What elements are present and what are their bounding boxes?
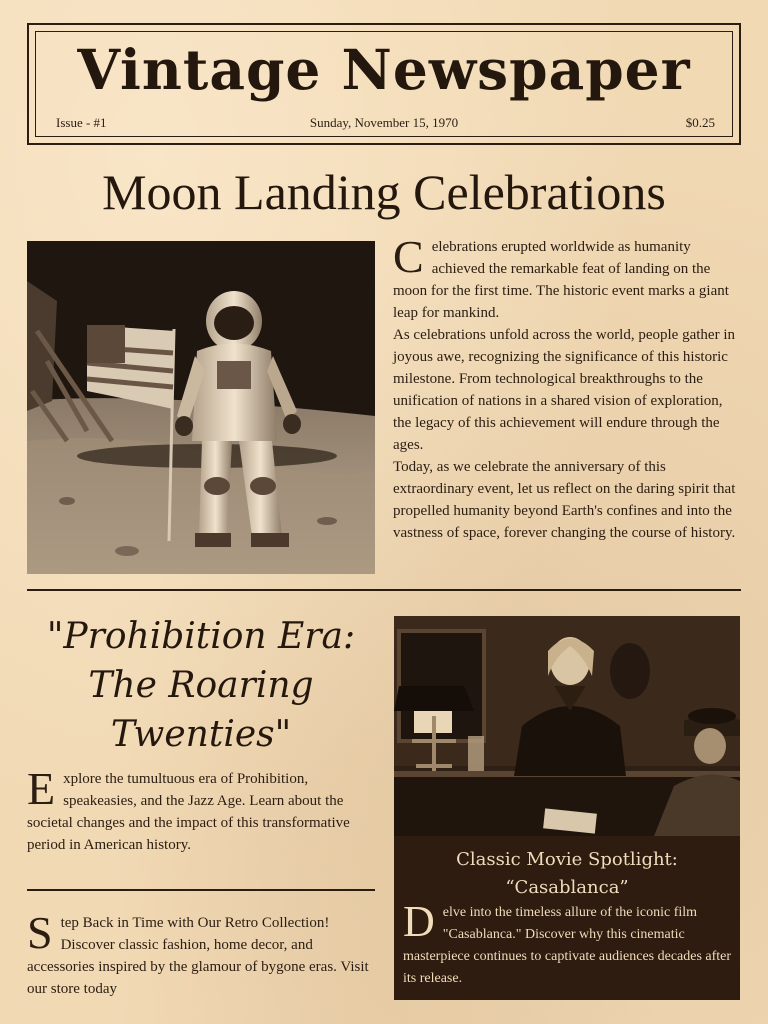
lead-paragraph-2: As celebrations unfold across the world, people gather in joyous awe, recognizing the significance of this historic milestone. From technological breakthroughs to the unification of nations in a shared vision of exploration, the legacy of this achievement will endure through the ages. — [393, 327, 735, 453]
prohibition-body: xplore the tumultuous era of Prohibition, speakeasies, and the Jazz Age. Learn about the societal changes and the impact of this transformative period in American history. — [27, 771, 350, 853]
movie-spotlight-title: Classic Movie Spotlight: “Casablanca” — [456, 849, 678, 898]
lead-dropcap: C — [393, 231, 424, 282]
issue-number: Issue - #1 — [56, 115, 107, 130]
prohibition-dropcap: E — [27, 763, 56, 814]
retro-divider — [27, 889, 375, 891]
masthead — [27, 23, 741, 145]
movie-spotlight-box — [394, 836, 740, 1000]
movie-dropcap: D — [403, 897, 435, 946]
movie-body: elve into the timeless allure of the iconic film "Casablanca." Discover why this cinematic masterpiece continues to captivate audiences decades after its release. — [403, 905, 732, 986]
casablanca-photo — [394, 616, 740, 836]
prohibition-title: "Prohibition Era: The Roaring Twenties" — [46, 616, 356, 755]
lead-paragraph-1: elebrations erupted worldwide as humanity achieved the remarkable feat of landing on the moon for the first time. The historic event marks a giant leap for mankind. — [393, 239, 729, 321]
lead-article — [393, 231, 741, 544]
moon-landing-photo — [27, 241, 375, 574]
issue-date: Sunday, November 15, 1970 — [309, 115, 459, 130]
retro-body: tep Back in Time with Our Retro Collection! Discover classic fashion, home decor, and accessories inspired by the glamour of bygone eras. Visit our store today — [27, 915, 369, 997]
lead-headline: Moon Landing Celebrations — [102, 164, 666, 220]
retro-ad — [27, 907, 375, 1000]
movie-spotlight-text — [403, 897, 732, 990]
issue-price: $0.25 — [685, 115, 715, 130]
prohibition-article — [27, 763, 375, 856]
section-divider — [27, 589, 741, 591]
retro-dropcap: S — [27, 907, 53, 958]
lead-paragraph-3: Today, as we celebrate the anniversary of this extraordinary event, let us reflect on the daring spirit that propelled humanity beyond Earth's confines and into the vastness of space, forever changing the course of history. — [393, 459, 736, 541]
masthead-title: Vintage Newspaper — [77, 37, 691, 102]
